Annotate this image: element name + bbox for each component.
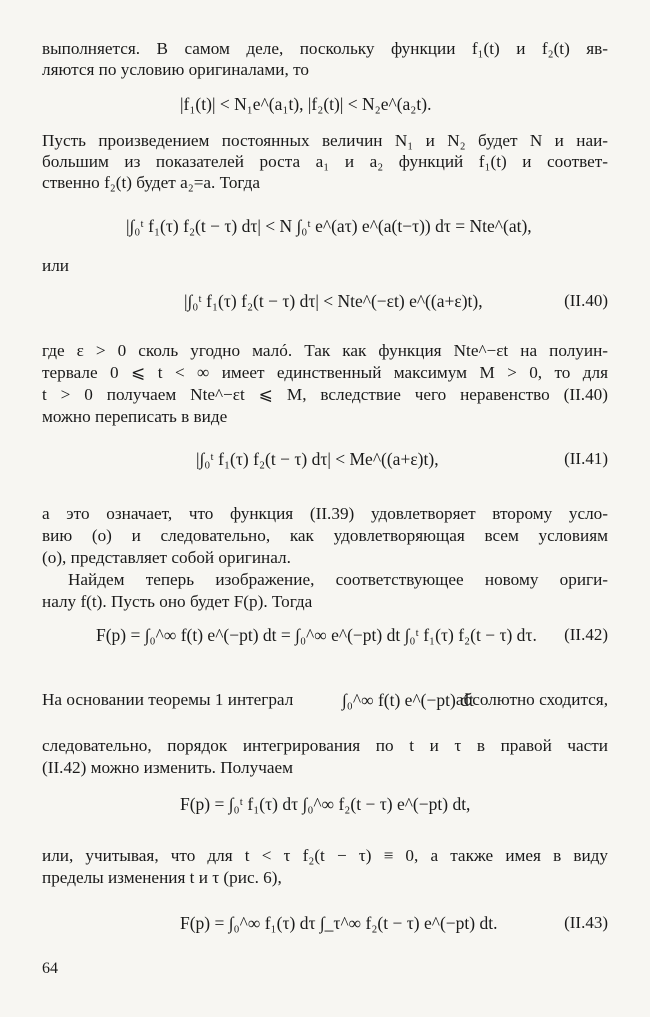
text-line: пределы изменения t и τ (рис. 6),: [42, 868, 282, 887]
text-line: ственно f₂(t) будет a₂=a. Тогда: [42, 173, 260, 192]
equation-number: (II.42): [564, 625, 608, 644]
equation-number: (II.43): [564, 913, 608, 932]
text-line: Пусть произведением постоянных величин N₁ и N₂ будет N и наи-: [42, 131, 608, 150]
equation-first-estimate: |∫₀ᵗ f₁(τ) f₂(t − τ) dτ| < N ∫₀ᵗ e^(aτ) e^(a(t−τ)) dτ = Nte^(at),: [126, 216, 532, 236]
text-line: Найдем теперь изображение, соответствующее новому ориги-: [68, 570, 608, 589]
text-line: или, учитывая, что для t < τ f₂(t − τ) ≡ 0, а также имея в виду: [42, 846, 608, 865]
text-line: На основании теоремы 1 интеграл: [42, 690, 294, 709]
equation-II42: F(p) = ∫₀^∞ f(t) e^(−pt) dt = ∫₀^∞ e^(−pt) dt ∫₀ᵗ f₁(τ) f₂(t − τ) dτ.: [96, 625, 537, 645]
text-line: или: [42, 256, 69, 275]
page-number: 64: [42, 960, 58, 977]
equation-swap-order: F(p) = ∫₀ᵗ f₁(τ) dτ ∫₀^∞ f₂(t − τ) e^(−pt) dt,: [180, 794, 471, 814]
text-line: большим из показателей роста a₁ и a₂ функций f₁(t) и соответ-: [42, 152, 608, 171]
equation-II40: |∫₀ᵗ f₁(τ) f₂(t − τ) dτ| < Nte^(−εt) e^((a+ε)t),: [184, 291, 483, 311]
text-line: t > 0 получаем Nte^−εt ⩽ M, вследствие чего неравенство (II.40): [42, 385, 608, 404]
equation-number: (II.40): [564, 291, 608, 310]
text-line: абсолютно сходится,: [455, 690, 608, 709]
equation-II43: F(p) = ∫₀^∞ f₁(τ) dτ ∫_τ^∞ f₂(t − τ) e^(−pt) dt.: [180, 913, 498, 933]
text-line: ляются по условию оригиналами, то: [42, 60, 309, 79]
text-line: выполняется. В самом деле, поскольку функции f₁(t) и f₂(t) яв-: [42, 39, 608, 58]
text-line: тервале 0 ⩽ t < ∞ имеет единственный максимум M > 0, то для: [42, 363, 608, 382]
equation-bounds: |f₁(t)| < N₁e^(a₁t), |f₂(t)| < N₂e^(a₂t).: [180, 94, 432, 114]
text-line: (II.42) можно изменить. Получаем: [42, 758, 293, 777]
text-line: а это означает, что функция (II.39) удовлетворяет второму усло-: [42, 504, 608, 523]
inline-integral: ∫₀^∞ f(t) e^(−pt) dt: [342, 690, 474, 710]
text-line: вию (о) и следовательно, как удовлетворяющая всем условиям: [42, 526, 608, 545]
equation-number: (II.41): [564, 449, 608, 468]
text-line: можно переписать в виде: [42, 407, 228, 426]
text-line: где ε > 0 сколь угодно малó. Так как функция Nte^−εt на полуин-: [42, 341, 608, 360]
text-line: налу f(t). Пусть оно будет F(p). Тогда: [42, 592, 313, 611]
text-line: (о), представляет собой оригинал.: [42, 548, 291, 567]
text-line: следовательно, порядок интегрирования по t и τ в правой части: [42, 736, 608, 755]
equation-II41: |∫₀ᵗ f₁(τ) f₂(t − τ) dτ| < Me^((a+ε)t),: [196, 449, 439, 469]
